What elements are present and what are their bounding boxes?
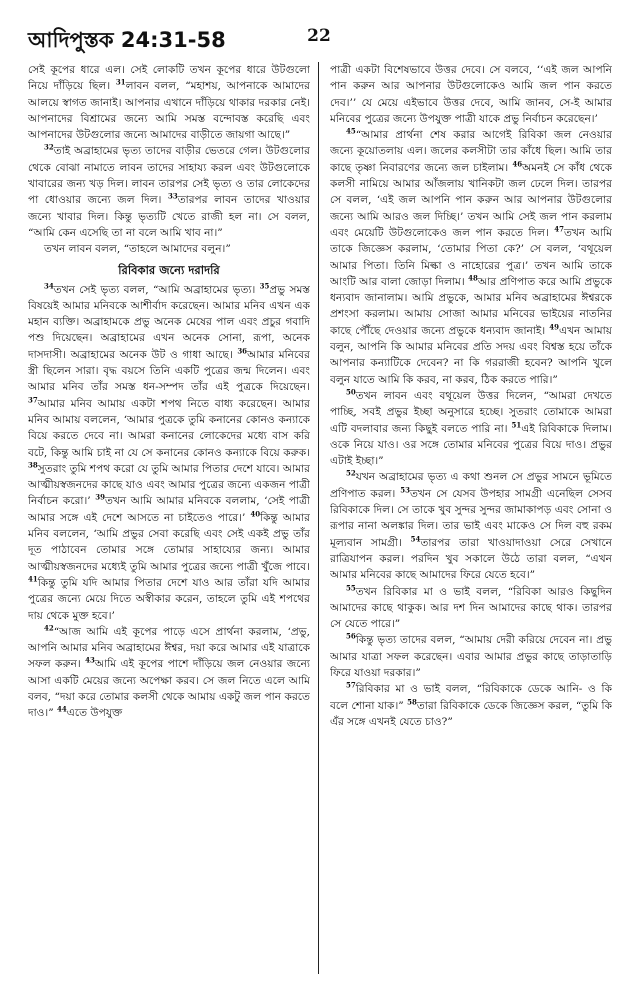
verse-number: 55 (346, 582, 356, 592)
verse-text: তারপর তারা খাওয়াদাওয়া সেরে সেখানে রাত্রিযাপন করল। পরদিন খুব সকালে উঠে তারা বলল, “এখন আমার মনিবের কাছে আমাদের ফিরে যেতে হবে।” (330, 536, 612, 582)
verse-number: 40 (250, 509, 261, 519)
paragraph (330, 469, 612, 583)
paragraph (28, 62, 310, 143)
paragraph (330, 681, 612, 730)
verse-number: 46 (512, 159, 523, 169)
column-divider (318, 62, 319, 974)
verse-text: কিন্তু তুমি যদি আমার পিতার দেশে যাও আর তাঁরা যদি আমার পুত্রের জন্যে মেয়ে দিতে অস্বীকার করেন, তাহলে তুমি এই শপথের দায় থেকে মুক্ত হবে।’ (28, 576, 310, 622)
verse-text: তখন আমি আমার মনিবকে বললাম, ‘সেই পাত্রী আমার সঙ্গে এই দেশে আসতে না চাইতেও পারে।’ (28, 495, 310, 524)
verse-number: 31 (115, 77, 126, 87)
page-number: 22 (307, 26, 331, 46)
verse-number: 52 (346, 468, 356, 478)
verse-number: 36 (237, 346, 248, 356)
verse-number: 37 (28, 395, 38, 405)
verse-number: 33 (167, 191, 178, 201)
paragraph (330, 388, 612, 469)
verse-text: রিবিকার মা ও ভাই বলল, “রিবিকাকে ডেকে আনি- ও কি বলে শোনা যাক।” (330, 683, 612, 712)
paragraph (330, 62, 612, 127)
verse-number: 43 (85, 655, 95, 665)
verse-text: যখন অব্রাহামের ভৃত্য এ কথা শুনল সে প্রভুর সামনে ভূমিতে প্রণিপাত করল। (330, 471, 612, 500)
verse-text: পাত্রী একটা বিশেষভাবে উত্তর দেবে। সে বলবে, ‘‘এই জল আপনি পান করুন আর আপনার উটগুলোকেও আমি জল পান করতে দেব।’’ যে মেয়ে এইভাবে উত্তর দেবে, আমি জানব, সে-ই আমার মনিবের পুত্রের জন্যে উপযুক্ত পাত্রী যাকে প্রভু নির্বাচন করেছেন।’ (330, 64, 612, 125)
verse-number: 32 (44, 142, 54, 152)
verse-text: আমি এই কূপের পাশে দাঁড়িয়ে জল নেওয়ার জন্যে আসা একটি মেয়ের জন্যে অপেক্ষা করব। সে জল নিতে এলে আমি বলব, “দয়া করে তোমার কলসী থেকে আমায় একটু জল পান করতে দাও।” (28, 658, 310, 720)
verse-text: তারপর লাবন তাদের খাওয়ার জন্যে খাবার দিল। কিন্তু ভৃত্যটি খেতে রাজী হল না। সে বলল, “আমি কেন এসেছি তা না বলে আমি খাব না।” (28, 194, 310, 239)
verse-text: তারা রিবিকাকে ডেকে জিজ্ঞেস করল, “তুমি কি এঁর সঙ্গে এখনই যেতে চাও?” (330, 699, 612, 728)
left-column (28, 62, 310, 974)
right-column (330, 62, 612, 974)
verse-number: 53 (400, 485, 410, 495)
paragraph (28, 282, 310, 624)
verse-text: আমার মনিব আমায় একটা শপথ নিতে বাধ্য করেছেন। আমার মনিব আমায় বললেন, ‘আমার পুত্রকে তুমি কনানের কোনও কন্যাকে বিয়ে করতে দেবে না। আমরা কনানের লোকেদের মধ্যে বাস করি বটে, কিন্তু আমি চাই না যে সে কনানের কোনও কন্যাকে বিয়ে করুক। (28, 397, 310, 459)
book-reference: আদিপুস্তক 24:31-58 (28, 28, 226, 52)
paragraph (28, 143, 310, 241)
verse-text: এতে উপযুক্ত (66, 707, 123, 720)
verse-number: 39 (95, 492, 105, 502)
verse-text: তখন আমি তাকে জিজ্ঞেস করলাম, ‘তোমার পিতা কে?’ সে বলল, ‘বথূয়েল আমার পিতা। তিনি মিল্কা ও নাহোরের পুত্র।’ তখন আমি তাকে আংটি আর বালা জোড়া দিলাম। (330, 226, 612, 288)
verse-text: সেই কূপের ধারে এল। সেই লোকটি তখন কূপের ধারে উটগুলো নিয়ে দাঁড়িয়ে ছিল। (28, 64, 310, 93)
verse-text: তখন লাবন এবং বথূয়েল উত্তর দিলেন, “আমরা দেখতে পাচ্ছি, সবই প্রভুর ইচ্ছা অনুসারে হচ্ছে। সুতরাং তোমাকে আমরা এটি বদলাবার জন্য কিছুই বলতে পারি না। (330, 389, 612, 435)
verse-text: তখন লাবন বলল, “তাহলে আমাদের বলুন।” (44, 243, 231, 256)
verse-text: “আমার প্রার্থনা শেষ করার আগেই রিবিকা জল নেওয়ার জন্যে কূয়োতলায় এল। জলের কলসীটা তার কাঁধে ছিল। আমি তার কাছে তৃষ্ণা নিবারণের জন্যে জল চাইলাম। (330, 129, 612, 174)
paragraph (330, 584, 612, 633)
verse-text: তাই অব্রাহামের ভৃত্য তাদের বাড়ীর ভেতরে গেল। উটগুলোর থেকে বোঝা নামাতে লাবন তাদের সাহায্য করল এবং উটগুলোকে খাবারের জন্য খড় দিল। লাবন তারপর সেই ভৃত্য ও তার লোকেদের পা ধোওয়ার জন্যে জল দিল। (28, 145, 310, 207)
verse-text: প্রভু সমস্ত বিষয়েই আমার মনিবকে আশীর্বাদ করেছেন। আমার মনিব এখন এক মহান ব্যক্তি। অব্রাহামকে প্রভু অনেক মেষের পাল এবং প্রচুর গবাদি পশু দিয়েছেন। অব্রাহামের এখন অনেক সোনা, রূপা, অনেক দাসদাসী। অব্রাহামের অনেক উট ও গাধা আছে। (28, 283, 310, 361)
verse-text: এখন আমায় বলুন, আপনি কি আমার মনিবের প্রতি সদয় এবং বিশ্বস্ত হয়ে তাঁকে আপনার কন্যাটিকে দেবেন? না কি গররাজী হবেন? আপনি খুলে বলুন যাতে আমি কি করব, না করব, ঠিক করতে পারি।” (330, 324, 612, 386)
verse-number: 45 (346, 126, 356, 136)
page-header (28, 24, 610, 54)
verse-text: কিন্তু আমার মনিব বললেন, ‘আমি প্রভুর সেবা করেছি এবং সেই একই প্রভু তাঁর দূত পাঠাবেন তোমার সঙ্গে তোমার সাহায্যের জন্য। আমার আত্মীয়স্বজনদের মধ্যেই তুমি আমার পুত্রের জন্যে পাত্রী খুঁজে পাবে। (28, 511, 310, 573)
verse-text: লাবন বলল, “মহাশয়, আপনাকে আমাদের আলয়ে স্বাগত জানাই। আপনার এখানে দাঁড়িয়ে থাকার দরকার নেই। আপনাদের বিশ্রামের জন্যে আমি সমস্ত বন্দোবস্ত করেছি এবং আপনাদের উটগুলোর জন্যে আমাদের বাড়ীতে জায়গা আছে।” (28, 80, 310, 142)
paragraph (28, 624, 310, 722)
verse-text: তখন সে যেসব উপহার সামগ্রী এনেছিল সেসব রিবিকাকে দিল। সে তাকে খুব সুন্দর সুন্দর জামাকাপড় এবং সোনা ও রূপার নানা অলঙ্কার দিল। তার ভাই এবং মাকেও সে দিল বহু রকম মূল্যবান সামগ্রী। (330, 487, 612, 549)
verse-text: আর প্রণিপাত করে আমি প্রভুকে ধন্যবাদ জানালাম। আমি প্রভুকে, আমার মনিব অব্রাহামের ঈশ্বরকে প্রশংসা করলাম। আমায় সোজা আমার মনিবের ভাইয়ের নাতনির কাছে পৌঁছে দেওয়ার জন্যে প্রভুকে ধন্যবাদ জানাই। (330, 275, 612, 337)
verse-text: সুতরাং তুমি শপথ করো যে তুমি আমার পিতার দেশে যাবে। আমার আত্মীয়স্বজনদের কাছে যাও এবং আমার পুত্রের জন্যে একজন পাত্রী নির্বাচন করো।’ (28, 462, 310, 508)
verse-number: 48 (468, 273, 478, 283)
verse-number: 57 (346, 680, 356, 690)
verse-number: 44 (57, 704, 67, 714)
verse-text: আমার মনিবের স্ত্রী ছিলেন সারা। বৃদ্ধ বয়সে তিনি একটি পুত্রের জন্ম দিলেন। এবং আমার মনিব তাঁর সমস্ত ধন-সম্পদ তাঁর এই পুত্রকে দিয়েছেন। (28, 348, 310, 394)
verse-number: 51 (511, 420, 522, 429)
verse-text: কিন্তু ভৃত্য তাদের বলল, “আমায় দেরী করিয়ে দেবেন না। প্রভু আমার যাত্রা সফল করেছেন। এবার আমার প্রভুর কাছে তাড়াতাড়ি ফিরে যাওয়া দরকার।” (330, 634, 612, 679)
verse-number: 38 (28, 460, 38, 470)
paragraph (28, 241, 310, 257)
verse-number: 54 (410, 534, 421, 544)
verse-number: 50 (346, 387, 356, 397)
verse-number: 47 (554, 224, 564, 234)
verse-text: “আজ আমি এই কূপের পাড়ে এসে প্রার্থনা করলাম, ‘প্রভু, আপনি আমার মনিব অব্রাহামের ঈশ্বর, দয়া করে আমার এই যাত্রাকে সফল করুন। (28, 625, 310, 671)
verse-number: 35 (259, 281, 270, 291)
verse-text: তখন সেই ভৃত্য বলল, “আমি অব্রাহামের ভৃত্য। (53, 283, 260, 296)
verse-text: অমনই সে কাঁধ থেকে কলসী নামিয়ে আমার আঁজলায় খানিকটা জল ঢেলে দিল। তারপর সে বলল, ‘এই জল আপনি পান করুন আর আপনার উটগুলোর জন্যে আমি আরও জল দিচ্ছি।’ তখন আমি সেই জল পান করলাম এবং মেয়েটি উটগুলোকেও জল পান করতে দিল। (330, 161, 612, 239)
verse-number: 56 (346, 631, 356, 641)
paragraph (330, 632, 612, 681)
verse-text: এই রিবিকাকে দিলাম। ওকে নিয়ে যাও। ওর সঙ্গে তোমার মনিবের পুত্রের বিয়ে দাও। প্রভুর এটাই ইচ্ছা।” (330, 422, 612, 468)
section-heading: রিবিকার জন্যে দরাদরি (118, 262, 220, 277)
verse-number: 42 (44, 623, 54, 633)
verse-number: 41 (28, 574, 38, 584)
verse-number: 34 (44, 281, 54, 291)
verse-number: 49 (549, 322, 560, 332)
paragraph (330, 127, 612, 388)
verse-text: তখন রিবিকার মা ও ভাই বলল, “রিবিকা আরও কিছুদিন আমাদের কাছে থাকুক। আর দশ দিন আমাদের কাছে থাক। তারপর সে যেতে পারে।” (330, 585, 612, 631)
verse-number: 58 (407, 697, 417, 707)
